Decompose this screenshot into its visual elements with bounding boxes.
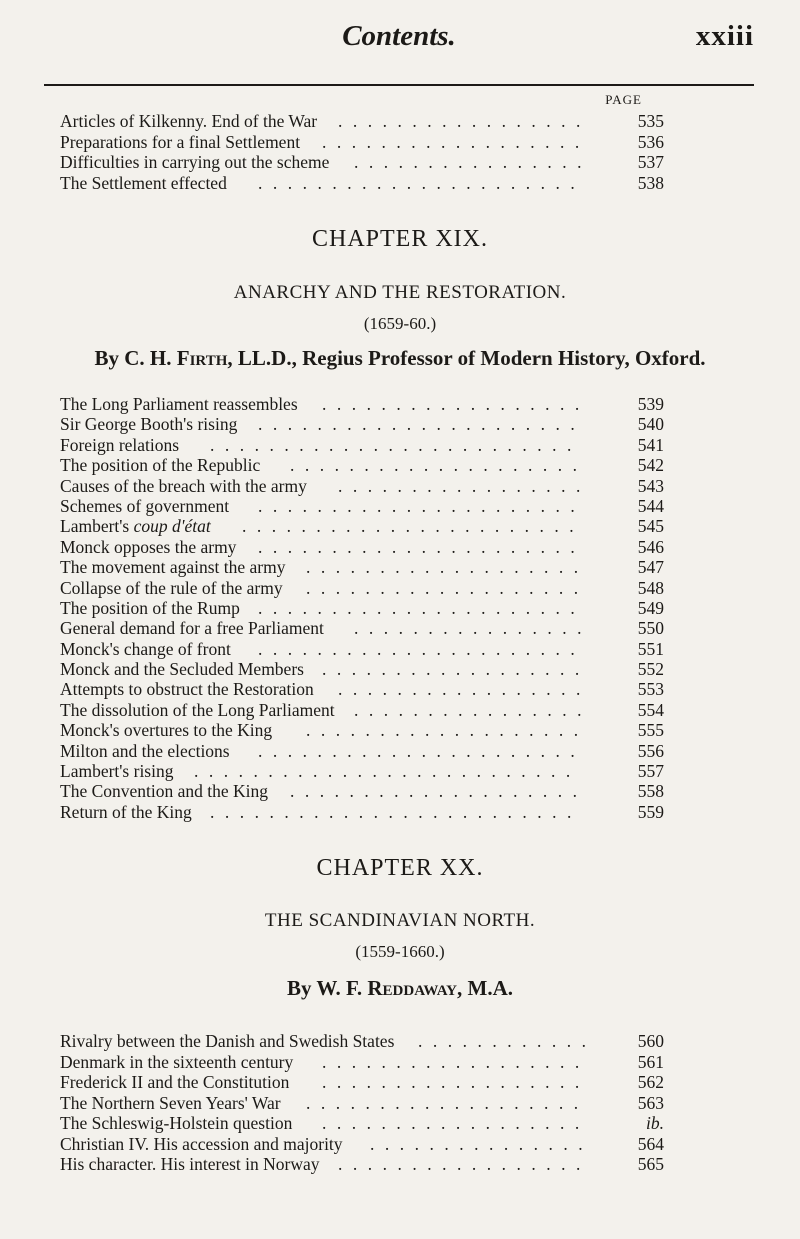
chapter-20-author-suffix: , M.A. bbox=[457, 976, 513, 1000]
toc-entry-page: 537 bbox=[637, 152, 664, 172]
chapter-19-dates: (1659-60.) bbox=[363, 314, 437, 333]
toc-entry-page: 540 bbox=[637, 414, 664, 435]
toc-entry-title: Collapse of the rule of the army bbox=[60, 577, 283, 598]
toc-entry-title: General demand for a free Parliament bbox=[60, 618, 324, 639]
toc-dot-leader: ...................... bbox=[258, 172, 586, 193]
toc-entry bbox=[60, 455, 664, 475]
toc-entry-title: Preparations for a final Settlement bbox=[60, 131, 301, 152]
toc-entry bbox=[60, 598, 664, 618]
toc-entry bbox=[60, 1093, 664, 1114]
toc-entry-title: The position of the Republic bbox=[60, 455, 261, 476]
toc-entry-page: 535 bbox=[637, 111, 664, 131]
toc-dot-leader: ................ bbox=[354, 152, 592, 172]
toc-entry bbox=[60, 618, 664, 638]
toc-entry-page: 538 bbox=[637, 172, 664, 193]
toc-dot-leader: ................... bbox=[306, 720, 589, 741]
toc-dot-leader: ................. bbox=[338, 475, 591, 496]
toc-dot-leader: ................... bbox=[306, 577, 589, 598]
toc-entry-title: Schemes of government bbox=[60, 495, 230, 516]
toc-entry-title: The position of the Rump bbox=[60, 597, 240, 618]
chapter-19-heading-block bbox=[0, 226, 800, 253]
toc-dot-leader: .................. bbox=[322, 1051, 590, 1072]
chapter-19-heading: CHAPTER XIX. bbox=[311, 226, 488, 252]
toc-entry-page: 556 bbox=[637, 740, 664, 761]
toc-entry bbox=[60, 578, 664, 598]
toc-entry bbox=[60, 557, 664, 577]
toc-dot-leader: ................. bbox=[338, 679, 591, 700]
toc-entry-page: 562 bbox=[637, 1072, 664, 1092]
toc-entry-title: The dissolution of the Long Parliament bbox=[60, 699, 335, 720]
toc-entry bbox=[60, 173, 664, 194]
toc-entry-page: 561 bbox=[637, 1051, 664, 1072]
chapter-19-author-suffix: , LL.D., Regius Professor of Modern History, Oxford. bbox=[227, 346, 706, 370]
toc-dot-leader: ....................... bbox=[242, 516, 585, 537]
toc-entry-title: Milton and the elections bbox=[60, 740, 230, 761]
chapter-20-heading: CHAPTER XX. bbox=[316, 855, 484, 881]
toc-dot-leader: ...................... bbox=[258, 495, 586, 516]
toc-dot-leader: .................. bbox=[322, 131, 590, 152]
toc-entry bbox=[60, 639, 664, 659]
toc-entry bbox=[60, 496, 664, 516]
toc-entry-page: 543 bbox=[637, 475, 664, 496]
toc-entry-title: Lambert's coup d'état bbox=[60, 516, 211, 537]
toc-dot-leader: ............ bbox=[418, 1031, 597, 1051]
toc-entry-title: Frederick II and the Constitution bbox=[60, 1072, 290, 1092]
toc-entry-title: Return of the King bbox=[60, 801, 192, 822]
toc-dot-leader: ......................... bbox=[210, 801, 582, 822]
toc-dot-leader: ......................... bbox=[210, 434, 582, 455]
toc-dot-leader: ...................... bbox=[258, 414, 586, 435]
toc-entry-page: 565 bbox=[637, 1154, 664, 1174]
toc-entry-page: 548 bbox=[637, 577, 664, 598]
page-column-header: PAGE bbox=[605, 92, 642, 107]
chapter-20-title: THE SCANDINAVIAN NORTH. bbox=[264, 910, 536, 931]
toc-dot-leader: ...................... bbox=[258, 740, 586, 761]
toc-entry-page: 557 bbox=[637, 761, 664, 782]
toc-dot-leader: .......................... bbox=[194, 761, 581, 782]
toc-dot-leader: .................. bbox=[322, 1072, 590, 1092]
chapter-20-author-name: Reddaway bbox=[367, 976, 457, 1000]
toc-entry bbox=[60, 720, 664, 740]
running-head-page-number: xxiii bbox=[695, 20, 754, 52]
chapter-19-author bbox=[0, 346, 800, 371]
toc-dot-leader: .................. bbox=[322, 659, 590, 680]
toc-entry-page: 564 bbox=[637, 1133, 664, 1154]
toc-entry-page: 544 bbox=[637, 495, 664, 516]
toc-entry-title: Monck's change of front bbox=[60, 638, 231, 659]
toc-entry-page: 545 bbox=[637, 516, 664, 537]
toc-entry bbox=[60, 781, 664, 801]
toc-dot-leader: ............... bbox=[370, 1133, 594, 1154]
toc-entry-title: Attempts to obstruct the Restoration bbox=[60, 679, 314, 700]
toc-dot-leader: ................... bbox=[306, 557, 589, 578]
chapter-19-title: ANARCHY AND THE RESTORATION. bbox=[233, 282, 567, 303]
toc-entry-title: Rivalry between the Danish and Swedish States bbox=[60, 1031, 395, 1051]
toc-dot-leader: .................... bbox=[290, 455, 588, 476]
toc-entry-page: 555 bbox=[637, 720, 664, 741]
toc-entry-title: Lambert's rising bbox=[60, 761, 174, 782]
toc-entry-title: The Long Parliament reassembles bbox=[60, 394, 298, 414]
toc-section-top bbox=[60, 111, 664, 193]
toc-entry-page: 547 bbox=[637, 557, 664, 578]
toc-entry-title: Denmark in the sixteenth century bbox=[60, 1051, 294, 1072]
toc-entry bbox=[60, 802, 664, 822]
toc-entry bbox=[60, 537, 664, 557]
toc-entry-title: Causes of the breach with the army bbox=[60, 475, 307, 496]
toc-entry-title: Difficulties in carrying out the scheme bbox=[60, 152, 330, 172]
toc-entry-title: The Schleswig-Holstein question bbox=[60, 1113, 293, 1133]
toc-dot-leader: ...................... bbox=[258, 597, 586, 618]
toc-entry bbox=[60, 700, 664, 720]
chapter-20-dates: (1559-1660.) bbox=[355, 942, 445, 961]
toc-entry bbox=[60, 516, 664, 536]
toc-chapter-20 bbox=[60, 1031, 664, 1175]
toc-entry bbox=[60, 761, 664, 781]
toc-entry-title: Monck's overtures to the King bbox=[60, 720, 273, 741]
toc-entry-page: 536 bbox=[637, 131, 664, 152]
toc-entry bbox=[60, 1031, 664, 1052]
toc-entry bbox=[60, 435, 664, 455]
toc-entry bbox=[60, 111, 664, 132]
toc-entry-page: 553 bbox=[637, 679, 664, 700]
toc-entry-title: Christian IV. His accession and majority bbox=[60, 1133, 343, 1154]
toc-dot-leader: .................. bbox=[322, 1113, 590, 1133]
toc-chapter-19 bbox=[60, 394, 664, 822]
toc-entry-page: 550 bbox=[637, 618, 664, 639]
toc-entry bbox=[60, 1134, 664, 1155]
toc-entry-title: Monck and the Secluded Members bbox=[60, 659, 304, 680]
toc-entry-page: 563 bbox=[637, 1092, 664, 1113]
toc-entry bbox=[60, 659, 664, 679]
toc-entry bbox=[60, 414, 664, 434]
toc-entry-title: The movement against the army bbox=[60, 557, 286, 578]
toc-entry-title: The Settlement effected bbox=[60, 172, 227, 193]
toc-entry-title: His character. His interest in Norway bbox=[60, 1154, 320, 1174]
toc-dot-leader: ................. bbox=[338, 1154, 591, 1174]
toc-dot-leader: .................. bbox=[322, 394, 590, 414]
toc-entry bbox=[60, 679, 664, 699]
toc-entry-page: ib. bbox=[646, 1113, 664, 1133]
toc-entry-page: 558 bbox=[637, 781, 664, 802]
running-head bbox=[44, 12, 754, 62]
toc-dot-leader: ...................... bbox=[258, 638, 586, 659]
toc-entry-page: 560 bbox=[637, 1031, 664, 1051]
chapter-20-author bbox=[0, 976, 800, 1001]
toc-dot-leader: ...................... bbox=[258, 536, 586, 557]
toc-entry-page: 559 bbox=[637, 801, 664, 822]
toc-entry-title: Sir George Booth's rising bbox=[60, 414, 238, 435]
toc-entry-page: 552 bbox=[637, 659, 664, 680]
toc-dot-leader: ................ bbox=[354, 618, 592, 639]
toc-entry-page: 539 bbox=[637, 394, 664, 414]
toc-entry bbox=[60, 152, 664, 173]
toc-entry-title: The Northern Seven Years' War bbox=[60, 1092, 281, 1113]
chapter-20-author-prefix: By W. F. bbox=[287, 976, 368, 1000]
toc-entry-page: 542 bbox=[637, 455, 664, 476]
toc-entry bbox=[60, 1154, 664, 1175]
toc-entry-title: Articles of Kilkenny. End of the War bbox=[60, 111, 318, 131]
toc-entry bbox=[60, 741, 664, 761]
toc-entry bbox=[60, 132, 664, 153]
toc-entry-page: 546 bbox=[637, 536, 664, 557]
toc-dot-leader: ................ bbox=[354, 699, 592, 720]
toc-dot-leader: .................... bbox=[290, 781, 588, 802]
toc-entry-page: 541 bbox=[637, 434, 664, 455]
toc-entry-title: The Convention and the King bbox=[60, 781, 269, 802]
toc-entry-title: Monck opposes the army bbox=[60, 536, 237, 557]
toc-dot-leader: ................... bbox=[306, 1092, 589, 1113]
running-head-rule bbox=[44, 84, 754, 86]
toc-entry bbox=[60, 476, 664, 496]
toc-entry-page: 551 bbox=[637, 638, 664, 659]
toc-entry bbox=[60, 1052, 664, 1073]
toc-entry bbox=[60, 1113, 664, 1134]
toc-entry-page: 554 bbox=[637, 699, 664, 720]
toc-entry-title: Foreign relations bbox=[60, 434, 180, 455]
chapter-19-author-name: Firth bbox=[176, 346, 228, 370]
toc-entry bbox=[60, 394, 664, 414]
toc-entry bbox=[60, 1072, 664, 1093]
toc-entry-page: 549 bbox=[637, 597, 664, 618]
toc-dot-leader: ................. bbox=[338, 111, 591, 131]
chapter-19-author-prefix: By C. H. bbox=[94, 346, 177, 370]
running-head-title: Contents. bbox=[342, 20, 456, 52]
